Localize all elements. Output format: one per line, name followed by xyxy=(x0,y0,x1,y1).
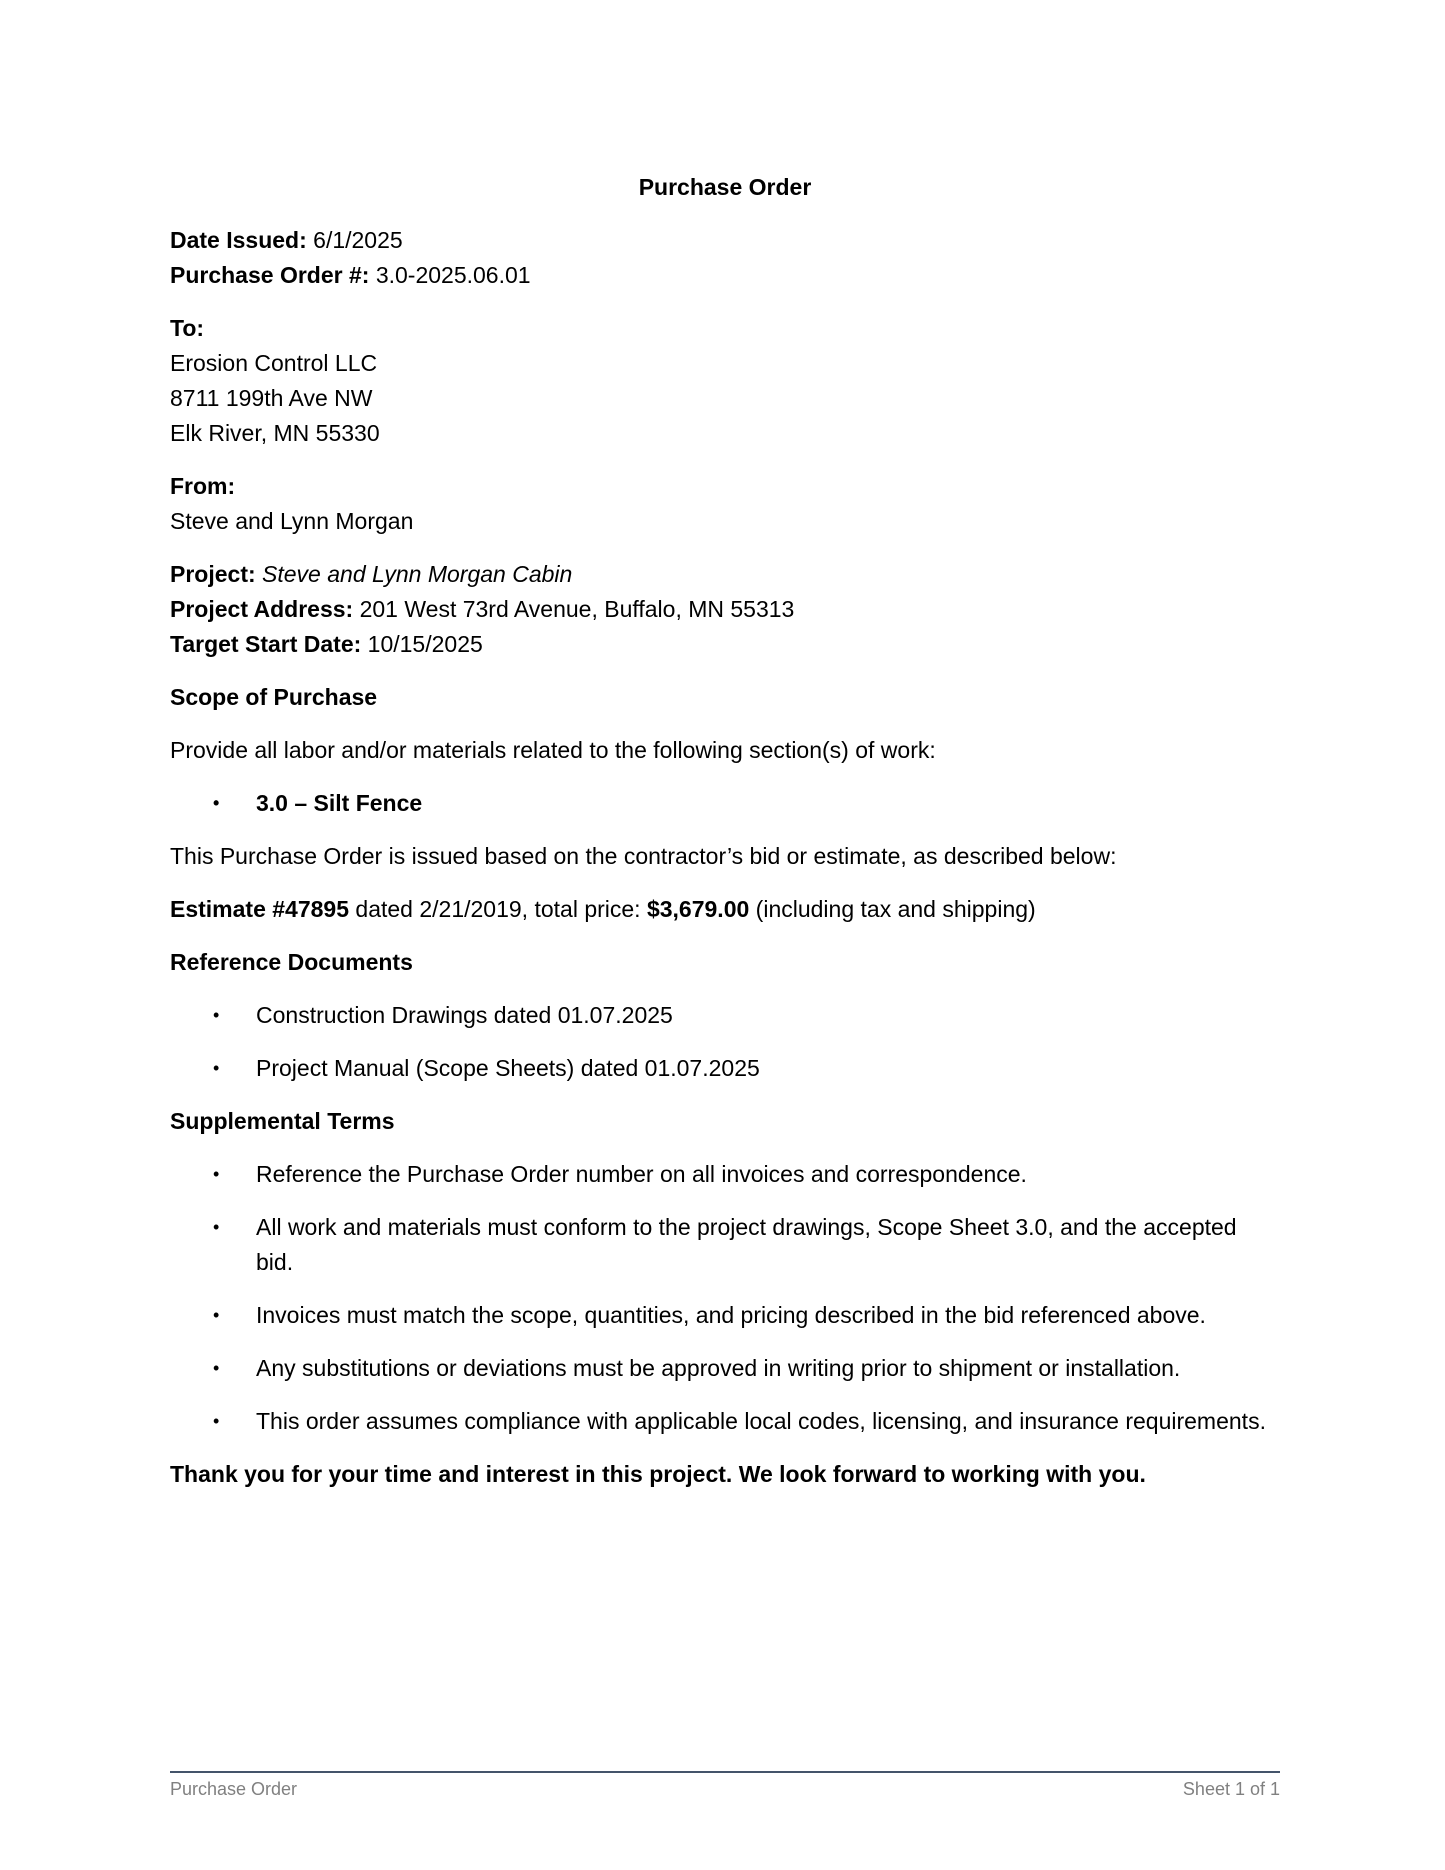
supplemental-terms-heading: Supplemental Terms xyxy=(170,1108,395,1134)
bullet-icon: • xyxy=(213,793,220,813)
target-start-value: 10/15/2025 xyxy=(367,631,483,657)
scope-item xyxy=(170,786,1280,821)
po-number-label: Purchase Order #: xyxy=(170,262,370,288)
scope-heading: Scope of Purchase xyxy=(170,684,378,710)
date-issued-label: Date Issued: xyxy=(170,227,307,253)
po-number-line xyxy=(170,258,1280,293)
supplemental-terms-list xyxy=(170,1157,1280,1439)
project-address-line xyxy=(170,592,1280,627)
bullet-icon: • xyxy=(213,1217,220,1237)
po-number-value: 3.0-2025.06.01 xyxy=(375,262,531,288)
project-address-label: Project Address: xyxy=(170,596,354,622)
supplemental-term-text: This order assumes compliance with applicable local codes, licensing, and insurance requirements. xyxy=(256,1408,1266,1434)
reference-document-text: Construction Drawings dated 01.07.2025 xyxy=(256,1002,673,1028)
estimate-suffix: (including tax and shipping) xyxy=(749,896,1036,922)
project-address-value: 201 West 73rd Avenue, Buffalo, MN 55313 xyxy=(359,596,795,622)
supplemental-term-item xyxy=(170,1210,1280,1280)
bullet-icon: • xyxy=(213,1005,220,1025)
project-line xyxy=(170,557,1280,592)
bullet-icon: • xyxy=(213,1058,220,1078)
reference-documents-list xyxy=(170,998,1280,1086)
bullet-icon: • xyxy=(213,1305,220,1325)
to-address-block xyxy=(170,311,1280,451)
date-issued-value: 6/1/2025 xyxy=(313,227,403,253)
to-label: To: xyxy=(170,315,205,341)
reference-document-text: Project Manual (Scope Sheets) dated 01.07.2025 xyxy=(256,1055,760,1081)
from-address-block xyxy=(170,469,1280,539)
estimate-label: Estimate #47895 xyxy=(170,896,350,922)
to-street-address: 8711 199th Ave NW xyxy=(170,385,373,411)
estimate-line xyxy=(170,892,1280,927)
from-label: From: xyxy=(170,473,236,499)
supplemental-term-item xyxy=(170,1157,1280,1192)
target-start-label: Target Start Date: xyxy=(170,631,362,657)
reference-document-item xyxy=(170,998,1280,1033)
project-info-block xyxy=(170,557,1280,662)
reference-documents-heading: Reference Documents xyxy=(170,949,413,975)
project-label: Project: xyxy=(170,561,256,587)
bullet-icon: • xyxy=(213,1358,220,1378)
document-body xyxy=(170,170,1280,1510)
scope-basis: This Purchase Order is issued based on the contractor’s bid or estimate, as described below: xyxy=(170,843,1117,869)
supplemental-term-text: Any substitutions or deviations must be approved in writing prior to shipment or installation. xyxy=(256,1355,1181,1381)
closing-statement: Thank you for your time and interest in this project. We look forward to working with you. xyxy=(170,1461,1146,1487)
to-company-name: Erosion Control LLC xyxy=(170,350,378,376)
date-issued-line xyxy=(170,223,1280,258)
bullet-icon: • xyxy=(213,1411,220,1431)
scope-item-text: 3.0 – Silt Fence xyxy=(256,790,423,816)
footer-row xyxy=(170,1779,1280,1800)
supplemental-term-item xyxy=(170,1298,1280,1333)
bullet-icon: • xyxy=(213,1164,220,1184)
footer-document-title: Purchase Order xyxy=(170,1779,298,1799)
footer-divider xyxy=(170,1771,1280,1773)
to-city-state-zip: Elk River, MN 55330 xyxy=(170,420,380,446)
page-title: Purchase Order xyxy=(638,174,812,200)
footer-sheet-number: Sheet 1 of 1 xyxy=(1182,1779,1280,1799)
estimate-middle: dated 2/21/2019, total price: xyxy=(349,896,647,922)
supplemental-term-text: Invoices must match the scope, quantities, and pricing described in the bid referenced above. xyxy=(256,1302,1206,1328)
estimate-price: $3,679.00 xyxy=(646,896,750,922)
scope-list xyxy=(170,786,1280,821)
supplemental-term-text: All work and materials must conform to the project drawings, Scope Sheet 3.0, and the accepted bid. xyxy=(256,1214,1237,1275)
supplemental-term-text: Reference the Purchase Order number on all invoices and correspondence. xyxy=(256,1161,1027,1187)
target-start-line xyxy=(170,627,1280,662)
supplemental-term-item xyxy=(170,1351,1280,1386)
project-value: Steve and Lynn Morgan Cabin xyxy=(262,561,573,587)
po-header-info xyxy=(170,223,1280,293)
from-name: Steve and Lynn Morgan xyxy=(170,508,414,534)
supplemental-term-item xyxy=(170,1404,1280,1439)
scope-intro: Provide all labor and/or materials related to the following section(s) of work: xyxy=(170,737,936,763)
page-footer xyxy=(170,1771,1280,1800)
reference-document-item xyxy=(170,1051,1280,1086)
